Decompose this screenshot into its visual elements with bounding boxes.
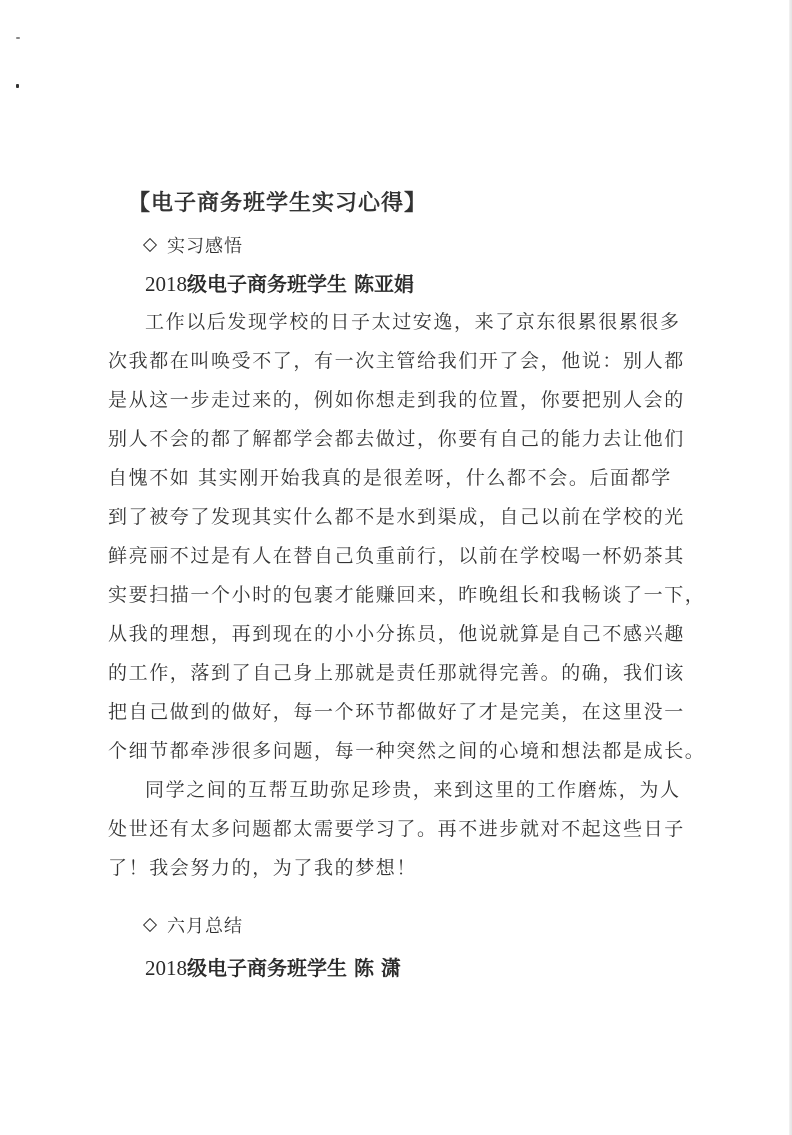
diamond-bullet-icon [143,238,157,252]
body-line: 了！我会努力的，为了我的梦想！ [108,857,418,879]
body-line: 从我的理想，再到现在的小小分拣员，他说就算是自己不感兴趣 [108,623,685,645]
body-line: 个细节都牵涉很多问题，每一种突然之间的心境和想法都是成长。 [108,740,706,762]
author-year: 2018 [145,956,187,980]
section-title-june [145,912,243,938]
author-line [145,952,401,981]
body-line: 工作以后发现学校的日子太过安逸，来了京东很累很累很多 [145,311,681,333]
body-line: 同学之间的互帮互助弥足珍贵，来到这里的工作磨炼，为人 [145,779,681,801]
body-line: 的工作，落到了自己身上那就是责任那就得完善。的确，我们该 [108,662,685,684]
body-line: 自愧不如 其实刚开始我真的是很差呀，什么都不会。后面都学 [108,467,672,489]
section-title-text: 实习感悟 [167,236,243,257]
document-heading: 【电子商务班学生实习心得】 [128,191,428,216]
author-year: 2018 [145,272,187,296]
body-line: 鲜亮丽不过是有人在替自己负重前行，以前在学校喝一杯奶茶其 [108,545,685,567]
scan-mark [16,37,20,39]
scan-mark [16,84,19,88]
body-line: 别人不会的都了解都学会都去做过，你要有自己的能力去让他们 [108,428,685,450]
author-line [145,268,414,297]
body-line: 到了被夸了发现其实什么都不是水到渠成，自己以前在学校的光 [108,506,685,528]
author-text: 级电子商务班学生 陈 潇 [187,956,401,980]
body-line: 是从这一步走过来的，例如你想走到我的位置，你要把别人会的 [108,389,685,411]
author-text: 级电子商务班学生 陈亚娟 [187,272,414,296]
body-line: 处世还有太多问题都太需要学习了。再不进步就对不起这些日子 [108,818,685,840]
diamond-bullet-icon [143,918,157,932]
body-line: 次我都在叫唤受不了，有一次主管给我们开了会，他说：别人都 [108,350,685,372]
body-line: 把自己做到的做好，每一个环节都做好了才是完美，在这里没一 [108,701,685,723]
section-title-internship [145,232,243,258]
section-title-text: 六月总结 [167,916,243,937]
body-line: 实要扫描一个小时的包裹才能赚回来，昨晚组长和我畅谈了一下， [108,584,706,606]
